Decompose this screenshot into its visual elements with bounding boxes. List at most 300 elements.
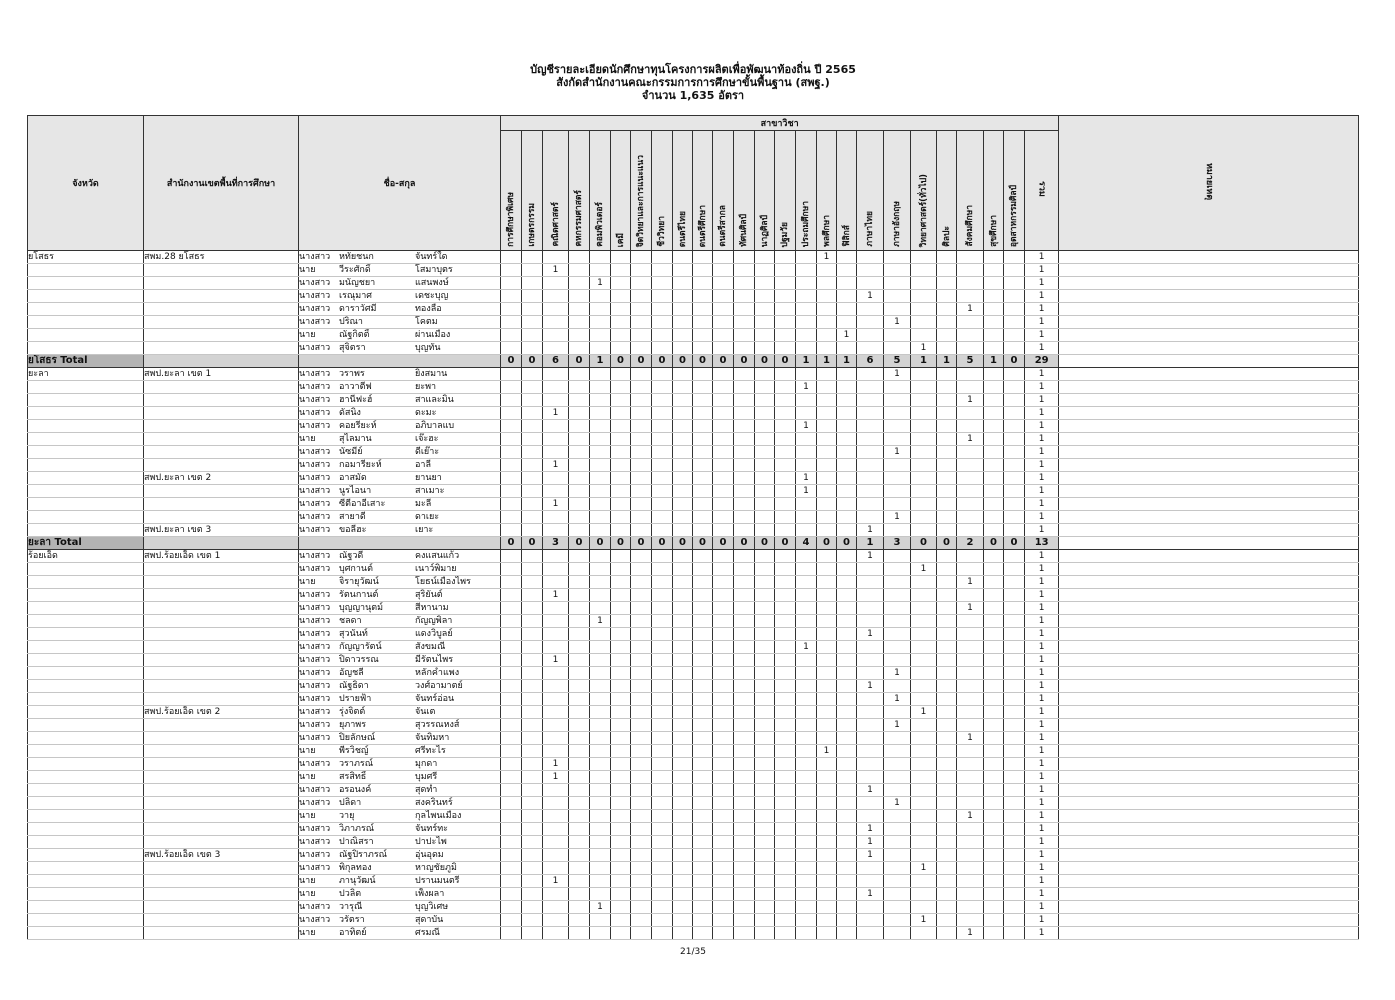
subject-count-cell — [817, 927, 837, 940]
table-row — [28, 485, 1359, 498]
subject-count-cell: 0 — [590, 537, 611, 550]
subject-count-cell — [631, 693, 652, 706]
subject-count-cell — [543, 901, 569, 914]
subject-count-cell — [522, 264, 543, 277]
subject-header — [590, 131, 611, 251]
subject-count-cell: 1 — [837, 329, 857, 342]
area-office-cell — [144, 888, 299, 901]
remarks-cell — [1059, 602, 1359, 615]
subject-header — [713, 131, 734, 251]
subject-count-cell — [911, 420, 937, 433]
subject-count-cell — [734, 511, 755, 524]
area-office-cell — [144, 862, 299, 875]
subject-count-cell — [673, 693, 693, 706]
subject-count-cell — [611, 511, 631, 524]
subject-count-cell — [673, 849, 693, 862]
subject-count-cell — [611, 667, 631, 680]
subject-count-cell — [713, 797, 734, 810]
subject-count-cell — [734, 329, 755, 342]
subject-count-cell — [693, 498, 713, 511]
name-cell — [299, 394, 501, 407]
subject-count-cell: 1 — [884, 797, 911, 810]
subject-count-cell — [569, 511, 590, 524]
area-office-cell — [144, 446, 299, 459]
row-total-cell: 1 — [1025, 693, 1059, 706]
first-name: อัญชลี — [339, 668, 364, 678]
name-cell — [299, 641, 501, 654]
row-total-cell: 1 — [1025, 615, 1059, 628]
area-office-cell — [144, 667, 299, 680]
subject-count-cell — [734, 381, 755, 394]
name-cell — [299, 602, 501, 615]
subject-count-cell — [775, 459, 796, 472]
subject-count-cell — [957, 680, 984, 693]
subject-count-cell — [569, 771, 590, 784]
first-name: เรณุมาศ — [339, 291, 372, 301]
province-cell — [28, 511, 144, 524]
name-prefix: นาย — [299, 928, 316, 938]
subject-count-cell — [911, 394, 937, 407]
subject-count-cell — [837, 407, 857, 420]
subject-header — [522, 131, 543, 251]
subject-count-cell — [501, 667, 522, 680]
subject-count-cell — [652, 394, 673, 407]
subject-count-cell — [693, 433, 713, 446]
subject-count-cell — [734, 745, 755, 758]
subject-count-cell: 0 — [693, 355, 713, 368]
subject-count-cell — [817, 719, 837, 732]
area-office-cell: สพป.ยะลา เขต 2 — [144, 472, 299, 485]
subject-count-cell — [501, 407, 522, 420]
subject-count-cell — [713, 914, 734, 927]
subject-count-cell — [569, 524, 590, 537]
name-prefix: นางสาว — [299, 824, 331, 834]
subject-count-cell — [796, 823, 817, 836]
subject-count-cell — [652, 914, 673, 927]
subject-count-cell — [673, 316, 693, 329]
subject-count-cell — [817, 771, 837, 784]
subject-count-cell — [957, 849, 984, 862]
subject-header — [611, 131, 631, 251]
first-name: วิภาภรณ์ — [339, 824, 375, 834]
subject-count-cell — [590, 290, 611, 303]
table-row — [28, 329, 1359, 342]
subject-count-cell — [1004, 680, 1025, 693]
remarks-cell — [1059, 641, 1359, 654]
subject-count-cell — [713, 745, 734, 758]
subject-count-cell — [937, 615, 957, 628]
last-name: ยะพา — [415, 382, 437, 392]
subject-count-cell — [543, 914, 569, 927]
subject-count-cell — [775, 758, 796, 771]
last-name: แดงวิบูลย์ — [415, 629, 453, 639]
subject-count-cell — [775, 615, 796, 628]
subject-count-cell: 0 — [631, 537, 652, 550]
subject-count-cell — [837, 251, 857, 264]
remarks-cell — [1059, 823, 1359, 836]
subject-count-cell — [569, 784, 590, 797]
subject-count-cell — [957, 589, 984, 602]
subject-count-cell — [693, 290, 713, 303]
subject-count-cell — [652, 511, 673, 524]
subject-count-cell — [884, 836, 911, 849]
subject-count-cell — [837, 277, 857, 290]
header-name: ชื่อ-สกุล — [299, 116, 501, 251]
subject-count-cell — [775, 589, 796, 602]
subject-count-cell — [734, 732, 755, 745]
subject-count-cell — [857, 654, 884, 667]
subject-count-cell — [673, 342, 693, 355]
subject-count-cell — [569, 485, 590, 498]
subject-count-cell — [857, 693, 884, 706]
subject-count-cell — [611, 277, 631, 290]
subject-count-cell: 1 — [884, 446, 911, 459]
remarks-cell — [1059, 589, 1359, 602]
subject-count-cell: 1 — [957, 433, 984, 446]
subject-count-cell — [522, 550, 543, 563]
name-prefix: นางสาว — [299, 447, 331, 457]
remarks-cell — [1059, 745, 1359, 758]
subject-count-cell: 1 — [957, 303, 984, 316]
subject-count-cell: 0 — [911, 537, 937, 550]
remarks-cell — [1059, 342, 1359, 355]
subject-count-cell — [1004, 797, 1025, 810]
last-name: ยานยา — [415, 473, 442, 483]
subject-count-cell — [911, 602, 937, 615]
subject-count-cell — [817, 732, 837, 745]
subject-count-cell — [543, 862, 569, 875]
subject-count-cell — [631, 550, 652, 563]
subject-count-cell — [543, 706, 569, 719]
row-total-cell: 1 — [1025, 264, 1059, 277]
subject-count-cell — [911, 667, 937, 680]
subject-count-cell — [590, 719, 611, 732]
name-prefix: นางสาว — [299, 655, 331, 665]
subject-count-cell — [775, 511, 796, 524]
subject-count-cell: 0 — [775, 537, 796, 550]
name-cell — [299, 797, 501, 810]
subject-count-cell — [734, 771, 755, 784]
subject-count-cell — [817, 758, 837, 771]
name-cell — [299, 329, 501, 342]
name-cell — [299, 589, 501, 602]
subject-count-cell — [522, 407, 543, 420]
subject-count-cell — [713, 758, 734, 771]
table-row — [28, 654, 1359, 667]
subject-count-cell — [857, 615, 884, 628]
subject-count-cell — [857, 797, 884, 810]
subject-count-cell — [590, 849, 611, 862]
province-cell — [28, 524, 144, 537]
subject-count-cell — [501, 290, 522, 303]
subject-count-cell — [884, 407, 911, 420]
subject-count-cell — [734, 628, 755, 641]
remarks-cell — [1059, 329, 1359, 342]
subject-count-cell — [937, 251, 957, 264]
subject-count-cell — [652, 758, 673, 771]
subject-count-cell — [569, 498, 590, 511]
subject-count-cell — [590, 420, 611, 433]
name-cell — [299, 901, 501, 914]
subject-count-cell: 0 — [817, 537, 837, 550]
subject-count-cell — [611, 849, 631, 862]
subject-count-cell — [569, 329, 590, 342]
row-total-cell: 1 — [1025, 290, 1059, 303]
last-name: อุ่นอุดม — [415, 850, 444, 860]
subject-count-cell — [755, 706, 775, 719]
subject-count-cell — [522, 706, 543, 719]
subject-count-cell — [837, 797, 857, 810]
name-prefix: นางสาว — [299, 694, 331, 704]
subject-count-cell — [501, 706, 522, 719]
subject-count-cell — [984, 290, 1004, 303]
subject-count-cell — [631, 888, 652, 901]
subject-count-cell — [755, 810, 775, 823]
subject-count-cell — [673, 732, 693, 745]
subject-count-cell — [631, 368, 652, 381]
name-prefix: นางสาว — [299, 707, 331, 717]
subject-count-cell — [693, 628, 713, 641]
subject-count-cell — [673, 511, 693, 524]
table-row — [28, 875, 1359, 888]
subject-count-cell — [611, 459, 631, 472]
subject-count-cell — [569, 589, 590, 602]
subject-count-cell — [734, 316, 755, 329]
name-prefix: นางสาว — [299, 564, 331, 574]
subject-count-cell — [611, 563, 631, 576]
subject-count-cell — [755, 680, 775, 693]
subject-count-cell — [857, 407, 884, 420]
province-total-row — [28, 537, 1359, 550]
subject-header — [984, 131, 1004, 251]
subject-count-cell — [693, 459, 713, 472]
subject-count-cell — [501, 810, 522, 823]
subject-count-cell — [755, 381, 775, 394]
name-prefix: นางสาว — [299, 525, 331, 535]
row-total-cell: 1 — [1025, 784, 1059, 797]
subject-count-cell — [817, 628, 837, 641]
subject-count-cell — [652, 901, 673, 914]
name-prefix: นางสาว — [299, 278, 331, 288]
remarks-cell — [1059, 264, 1359, 277]
name-cell — [299, 368, 501, 381]
subject-count-cell — [984, 394, 1004, 407]
subject-count-cell — [611, 641, 631, 654]
subject-count-cell — [817, 693, 837, 706]
subject-count-cell — [734, 524, 755, 537]
subject-count-cell — [631, 641, 652, 654]
subject-count-cell — [775, 693, 796, 706]
document-title — [0, 63, 1386, 102]
subject-count-cell — [984, 589, 1004, 602]
subject-count-cell — [755, 459, 775, 472]
remarks-cell — [1059, 888, 1359, 901]
subject-count-cell — [693, 693, 713, 706]
subject-count-cell — [631, 316, 652, 329]
subject-count-cell — [984, 732, 1004, 745]
subject-count-cell — [673, 784, 693, 797]
subject-count-cell — [984, 342, 1004, 355]
subject-count-cell — [837, 511, 857, 524]
subject-count-cell — [984, 303, 1004, 316]
row-total-cell: 1 — [1025, 706, 1059, 719]
subject-count-cell — [984, 407, 1004, 420]
subject-count-cell — [957, 875, 984, 888]
subject-header-label: คณิตศาสตร์ — [550, 202, 561, 247]
table-row — [28, 706, 1359, 719]
subject-count-cell — [734, 901, 755, 914]
name-cell — [299, 420, 501, 433]
last-name: สังขมณี — [415, 642, 446, 652]
subject-count-cell — [734, 706, 755, 719]
name-cell — [299, 537, 501, 550]
subject-count-cell — [611, 329, 631, 342]
subject-count-cell — [911, 654, 937, 667]
name-cell — [299, 498, 501, 511]
subject-count-cell — [652, 303, 673, 316]
subject-count-cell — [775, 316, 796, 329]
subject-count-cell — [693, 303, 713, 316]
subject-count-cell — [569, 459, 590, 472]
row-total-cell: 1 — [1025, 251, 1059, 264]
subject-count-cell — [884, 849, 911, 862]
subject-count-cell — [543, 316, 569, 329]
subject-count-cell — [652, 290, 673, 303]
subject-count-cell — [713, 329, 734, 342]
subject-count-cell — [631, 654, 652, 667]
subject-count-cell — [755, 329, 775, 342]
subject-count-cell — [501, 602, 522, 615]
subject-count-cell — [1004, 862, 1025, 875]
subject-count-cell — [590, 251, 611, 264]
subject-count-cell — [984, 472, 1004, 485]
subject-count-cell — [673, 381, 693, 394]
subject-count-cell — [611, 524, 631, 537]
name-prefix: นางสาว — [299, 512, 331, 522]
subject-count-cell — [911, 550, 937, 563]
subject-count-cell: 1 — [957, 394, 984, 407]
subject-count-cell — [884, 550, 911, 563]
subject-count-cell — [1004, 810, 1025, 823]
subject-count-cell — [734, 836, 755, 849]
subject-count-cell — [837, 550, 857, 563]
subject-count-cell: 0 — [755, 537, 775, 550]
first-name: จิรายุวัฒน์ — [339, 577, 379, 587]
subject-count-cell — [911, 901, 937, 914]
subject-count-cell — [911, 433, 937, 446]
name-prefix: นางสาว — [299, 395, 331, 405]
subject-count-cell: 0 — [611, 537, 631, 550]
subject-count-cell — [673, 485, 693, 498]
subject-count-cell — [775, 277, 796, 290]
subject-count-cell — [734, 485, 755, 498]
subject-count-cell — [957, 914, 984, 927]
subject-count-cell — [631, 732, 652, 745]
name-cell — [299, 472, 501, 485]
subject-count-cell — [713, 823, 734, 836]
area-office-cell — [144, 342, 299, 355]
subject-count-cell — [775, 381, 796, 394]
subject-count-cell — [631, 589, 652, 602]
subject-count-cell: 1 — [817, 251, 837, 264]
subject-count-cell — [755, 628, 775, 641]
table-row — [28, 290, 1359, 303]
subject-count-cell — [631, 290, 652, 303]
subject-count-cell — [957, 719, 984, 732]
subject-count-cell — [522, 849, 543, 862]
subject-count-cell — [652, 875, 673, 888]
first-name: คอยรียะห์ — [339, 421, 377, 431]
subject-count-cell — [937, 316, 957, 329]
subject-count-cell — [713, 563, 734, 576]
subject-count-cell — [631, 615, 652, 628]
subject-count-cell — [713, 615, 734, 628]
subject-count-cell — [1004, 667, 1025, 680]
name-cell — [299, 914, 501, 927]
subject-count-cell — [796, 290, 817, 303]
subject-count-cell — [590, 498, 611, 511]
subject-count-cell — [590, 784, 611, 797]
name-prefix: นาย — [299, 876, 316, 886]
subject-count-cell — [911, 316, 937, 329]
subject-count-cell: 1 — [543, 459, 569, 472]
subject-count-cell — [937, 875, 957, 888]
last-name: แสนพงษ์ — [415, 278, 449, 288]
first-name: ปิดาวรรณ — [339, 655, 379, 665]
subject-count-cell — [673, 888, 693, 901]
subject-count-cell: 1 — [957, 576, 984, 589]
subject-count-cell — [543, 797, 569, 810]
subject-count-cell — [937, 667, 957, 680]
subject-count-cell — [652, 888, 673, 901]
name-cell — [299, 550, 501, 563]
subject-header — [775, 131, 796, 251]
subject-count-cell — [857, 927, 884, 940]
subject-count-cell — [522, 342, 543, 355]
subject-count-cell — [693, 563, 713, 576]
subject-count-cell — [796, 901, 817, 914]
subject-count-cell — [857, 758, 884, 771]
name-cell — [299, 303, 501, 316]
province-cell — [28, 823, 144, 836]
last-name: สาเมาะ — [415, 486, 445, 496]
subject-count-cell — [775, 576, 796, 589]
remarks-cell — [1059, 680, 1359, 693]
subject-count-cell — [817, 524, 837, 537]
subject-count-cell — [937, 654, 957, 667]
subject-count-cell — [884, 329, 911, 342]
subject-count-cell — [590, 485, 611, 498]
subject-count-cell — [522, 472, 543, 485]
subject-count-cell — [837, 784, 857, 797]
subject-count-cell — [501, 368, 522, 381]
subject-count-cell — [652, 368, 673, 381]
subject-count-cell — [569, 706, 590, 719]
subject-count-cell — [590, 706, 611, 719]
subject-count-cell — [796, 914, 817, 927]
subject-count-cell — [911, 849, 937, 862]
subject-count-cell — [501, 316, 522, 329]
first-name: กัญญารัตน์ — [339, 642, 382, 652]
subject-count-cell — [631, 745, 652, 758]
name-prefix: นางสาว — [299, 629, 331, 639]
subject-count-cell — [693, 511, 713, 524]
row-total-cell: 1 — [1025, 901, 1059, 914]
subject-count-cell — [569, 914, 590, 927]
name-cell — [299, 264, 501, 277]
table-row — [28, 303, 1359, 316]
subject-count-cell — [775, 836, 796, 849]
